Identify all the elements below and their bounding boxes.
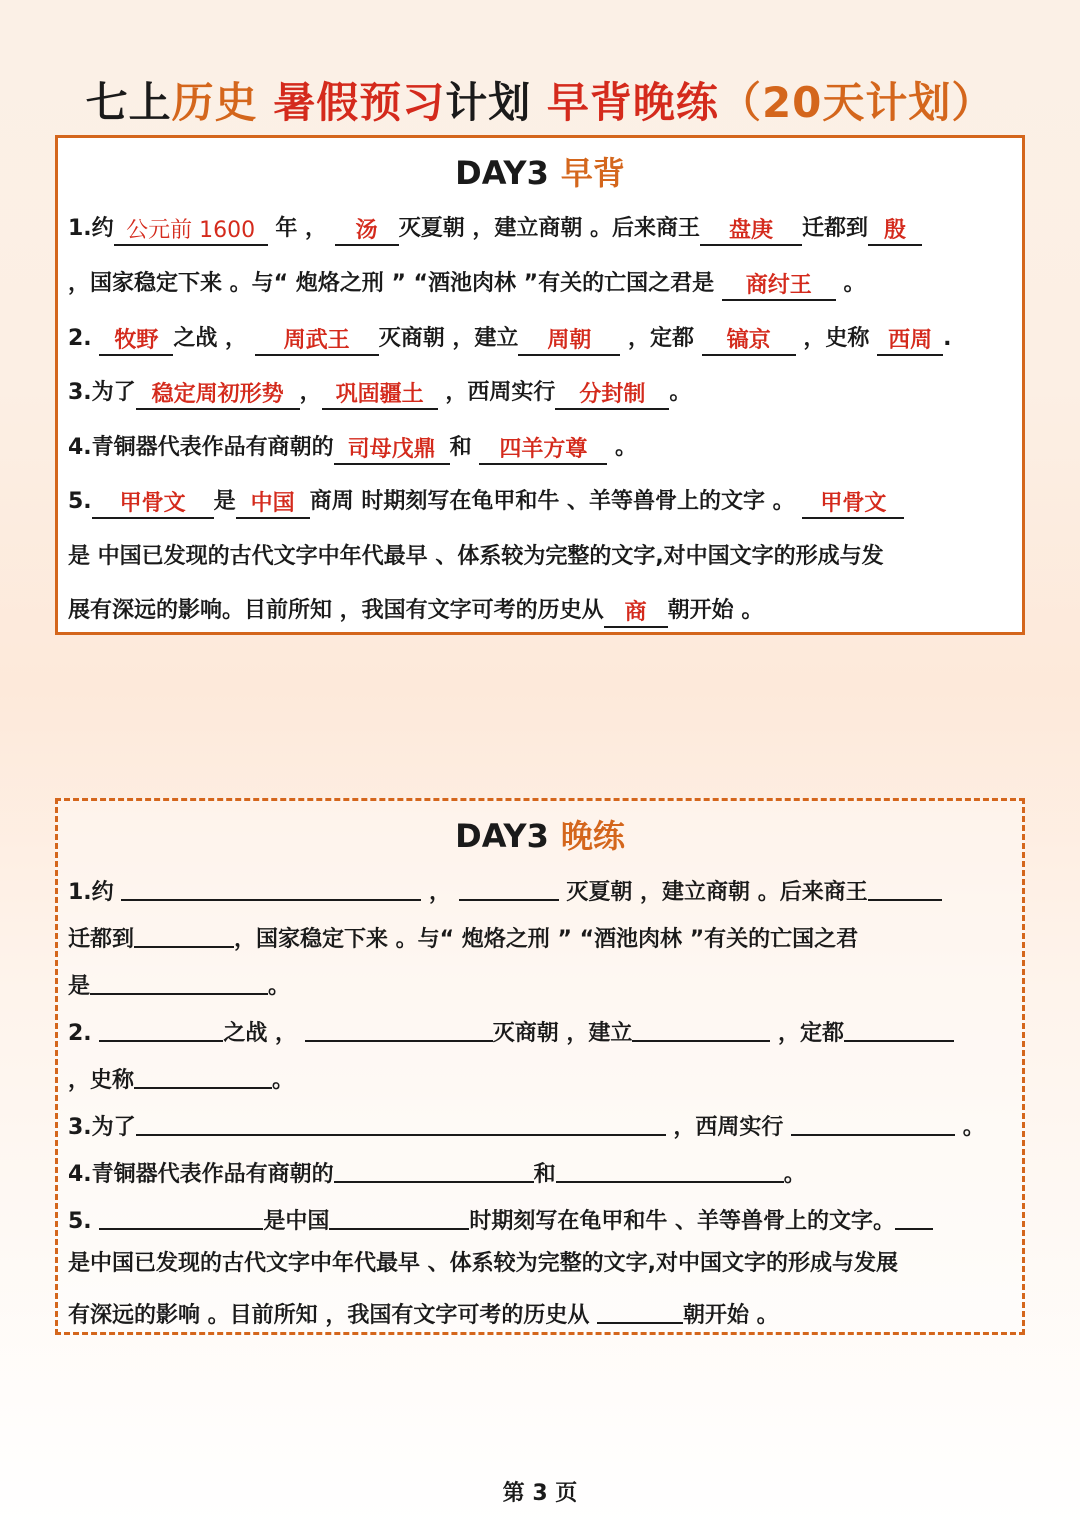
- text: 朝开始 。: [683, 1303, 779, 1328]
- morning-section-label: 早背: [560, 154, 625, 192]
- evening-q5-line2: 是中国已发现的古代文字中年代最早 、体系较为完整的文字,对中国文字的形成与发展: [68, 1251, 899, 1276]
- text: 。: [615, 435, 638, 460]
- evening-q4: [68, 1155, 1014, 1190]
- text: ，定都: [628, 326, 695, 351]
- text: 4.青铜器代表作品有商朝的: [68, 435, 334, 460]
- fill-blank[interactable]: [632, 1014, 770, 1042]
- title-method: 早背晚练: [546, 78, 719, 127]
- evening-q3: [68, 1108, 1014, 1143]
- evening-q2-line1: [68, 1014, 1014, 1049]
- text: 5.: [68, 1209, 92, 1234]
- text: 和: [533, 1162, 556, 1187]
- morning-heading: [58, 148, 1022, 194]
- answer-blank: 牧野: [99, 328, 173, 356]
- fill-blank[interactable]: [459, 873, 559, 901]
- evening-q1-line2: [68, 920, 1014, 955]
- answer-blank: 周朝: [518, 328, 620, 356]
- morning-review-card: [55, 135, 1025, 635]
- text: 展有深远的影响。目前所知 ，我国有文字可考的历史从: [68, 598, 604, 623]
- text: 和: [449, 435, 472, 460]
- answer-blank: 镐京: [702, 328, 796, 356]
- title-grade: 七上: [85, 78, 172, 127]
- answer-blank: 西周: [877, 328, 943, 356]
- evening-day-label: DAY3: [455, 817, 549, 855]
- morning-q5-line2: 是 中国已发现的古代文字中年代最早 、体系较为完整的文字,对中国文字的形成与发: [68, 544, 884, 569]
- text: 3.为了: [68, 380, 136, 405]
- title-subject: 历史: [171, 78, 258, 127]
- text: 。: [783, 1162, 806, 1187]
- evening-q1-line3: [68, 967, 1014, 1002]
- text: 灭商朝 ，建立: [378, 326, 519, 351]
- answer-blank: 周武王: [255, 328, 379, 356]
- fill-blank[interactable]: [136, 1108, 666, 1136]
- morning-q2: [68, 324, 1014, 356]
- morning-q3: [68, 378, 1014, 410]
- text: 2.: [68, 326, 92, 351]
- fill-blank[interactable]: [99, 1014, 223, 1042]
- text: ，史称: [803, 326, 870, 351]
- text: ，西周实行: [445, 380, 556, 405]
- text: 是: [213, 489, 236, 514]
- fill-blank[interactable]: [868, 873, 942, 901]
- text: 5.: [68, 489, 92, 514]
- title-duration: （20天计划）: [718, 78, 995, 127]
- text: .: [943, 326, 952, 351]
- text: 。: [962, 1115, 985, 1140]
- text: 灭夏朝 ，建立商朝 。后来商王: [566, 880, 868, 905]
- evening-q2-line2: [68, 1061, 1014, 1096]
- text: 。: [669, 380, 692, 405]
- text: 。: [843, 271, 866, 296]
- answer-blank: 巩固疆土: [322, 382, 438, 410]
- morning-q5-line3: [68, 596, 1014, 628]
- answer-blank: 四羊方尊: [479, 437, 607, 465]
- text: ，: [429, 880, 452, 905]
- answer-blank: 商纣王: [722, 273, 836, 301]
- text: 1.约: [68, 216, 114, 241]
- text: 朝开始 。: [667, 598, 764, 623]
- answer-blank: 殷: [868, 218, 922, 246]
- text: ，史称: [68, 1068, 135, 1093]
- title-plan-suffix: 计划: [445, 78, 532, 127]
- text: 是: [68, 974, 91, 999]
- page-number: 第 3 页: [502, 1481, 578, 1506]
- fill-blank[interactable]: [134, 920, 234, 948]
- text: 灭商朝 ，建立: [492, 1021, 633, 1046]
- text: 1.约: [68, 880, 114, 905]
- page-title: [0, 70, 1080, 130]
- text: 时期刻写在龟甲和牛 、羊等兽骨上的文字。: [469, 1209, 896, 1234]
- morning-day-label: DAY3: [455, 154, 549, 192]
- text: 是中国: [263, 1209, 330, 1234]
- morning-q4: [68, 433, 1014, 465]
- text: 。: [272, 1068, 295, 1093]
- fill-blank[interactable]: [556, 1155, 784, 1183]
- fill-blank[interactable]: [121, 873, 421, 901]
- fill-blank[interactable]: [334, 1155, 534, 1183]
- text: ，国家稳定下来 。与“ 炮烙之刑 ” “酒池肉林 ”有关的亡国之君是: [68, 271, 715, 296]
- fill-blank[interactable]: [134, 1061, 272, 1089]
- evening-q1-line1: [68, 873, 1014, 908]
- fill-blank[interactable]: [791, 1108, 955, 1136]
- evening-section-label: 晚练: [560, 817, 625, 855]
- fill-blank[interactable]: [90, 967, 268, 995]
- text: 年 ，: [275, 216, 328, 241]
- morning-q5-line1: [68, 487, 1014, 519]
- text: 之战 ，: [223, 1021, 298, 1046]
- answer-blank: 公元前 1600: [114, 218, 268, 246]
- answer-blank: 分封制: [555, 382, 669, 410]
- title-plan: 暑假预习: [273, 78, 446, 127]
- fill-blank[interactable]: [99, 1202, 263, 1230]
- text: 4.青铜器代表作品有商朝的: [68, 1162, 334, 1187]
- fill-blank[interactable]: [844, 1014, 954, 1042]
- text: 灭夏朝 ，建立商朝 。后来商王: [398, 216, 701, 241]
- fill-blank[interactable]: [597, 1296, 683, 1324]
- answer-blank: 汤: [335, 218, 399, 246]
- text: 之战 ，: [173, 326, 248, 351]
- evening-q5-line3: [68, 1296, 1014, 1331]
- text: ，西周实行: [673, 1115, 784, 1140]
- fill-blank[interactable]: [329, 1202, 469, 1230]
- text: 商周 时期刻写在龟甲和牛 、羊等兽骨上的文字 。: [309, 489, 795, 514]
- answer-blank: 甲骨文: [92, 491, 214, 519]
- answer-blank: 盘庚: [700, 218, 802, 246]
- fill-blank[interactable]: [895, 1202, 933, 1230]
- answer-blank: 中国: [236, 491, 310, 519]
- text: ，定都: [778, 1021, 845, 1046]
- text: 3.为了: [68, 1115, 136, 1140]
- text: 有深远的影响 。目前所知 ，我国有文字可考的历史从: [68, 1303, 590, 1328]
- text: 2.: [68, 1021, 92, 1046]
- text: 迁都到: [802, 216, 869, 241]
- evening-q5-line1: [68, 1202, 1014, 1237]
- evening-practice-card: [55, 798, 1025, 1335]
- fill-blank[interactable]: [305, 1014, 493, 1042]
- evening-heading: [58, 811, 1022, 857]
- answer-blank: 稳定周初形势: [136, 382, 300, 410]
- answer-blank: 司母戊鼎: [334, 437, 450, 465]
- text: ，: [299, 380, 322, 405]
- text: 。: [268, 974, 291, 999]
- text: ，国家稳定下来 。与“ 炮烙之刑 ” “酒池肉林 ”有关的亡国之君: [234, 927, 859, 952]
- answer-blank: 甲骨文: [802, 491, 904, 519]
- text: 迁都到: [68, 927, 135, 952]
- morning-q1-line2: [68, 269, 1014, 301]
- morning-q1-line1: [68, 214, 1014, 246]
- answer-blank: 商: [604, 600, 668, 628]
